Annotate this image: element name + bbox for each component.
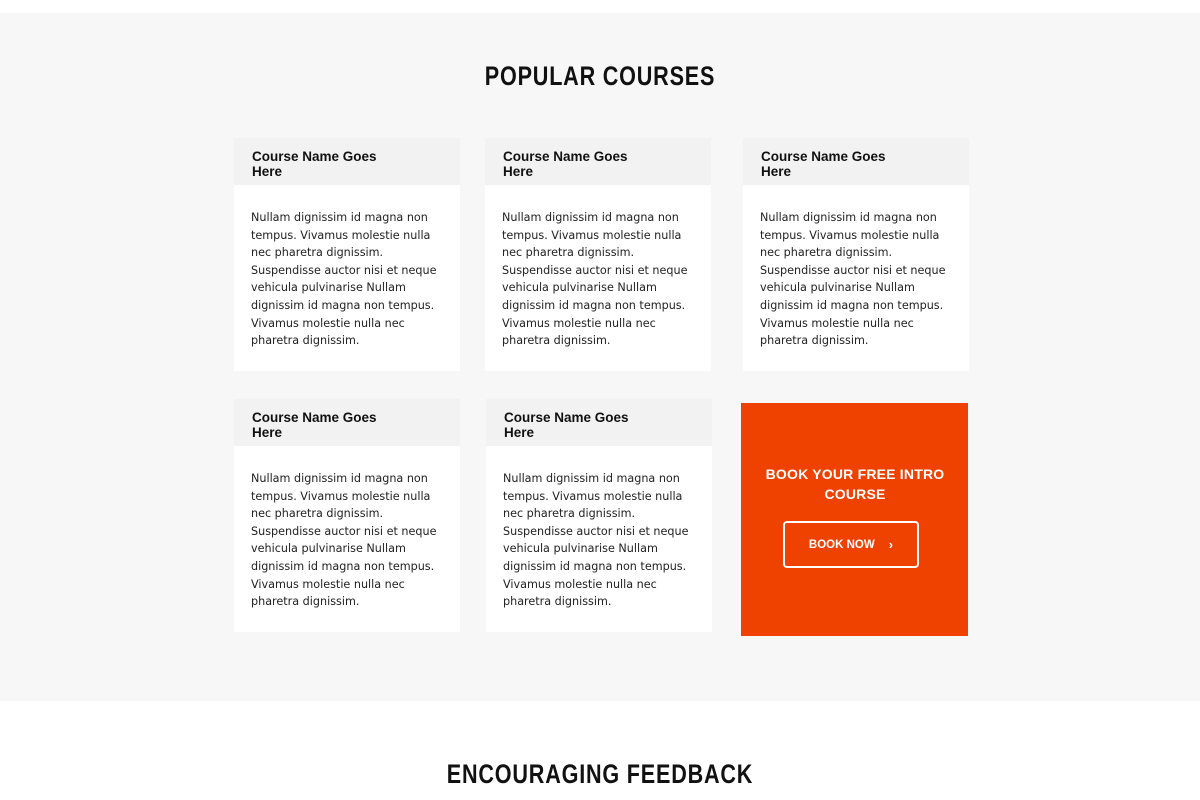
top-strip — [0, 0, 1200, 13]
course-name-line2: Here — [504, 425, 535, 440]
course-description — [760, 209, 956, 350]
description-line: dignissim id magna non tempus. — [760, 298, 944, 312]
popular-courses-section — [0, 13, 1200, 701]
description-line: tempus. Vivamus molestie nulla — [251, 489, 431, 503]
description-line: nec pharetra dignissim. — [503, 507, 636, 521]
course-card-header — [485, 138, 711, 185]
description-line: Nullam dignissim id magna non — [760, 211, 937, 224]
course-name-line1: Course Name Goes — [504, 410, 629, 425]
description-line: dignissim id magna non tempus. — [251, 298, 435, 312]
course-name-line2: Here — [503, 164, 534, 179]
course-card-header — [743, 138, 969, 185]
description-line: Vivamus molestie nulla nec — [760, 316, 914, 330]
course-card-header — [486, 399, 712, 446]
free-intro-cta-card — [741, 403, 968, 636]
description-line: tempus. Vivamus molestie nulla — [251, 228, 431, 242]
course-name-line2: Here — [252, 425, 283, 440]
course-card[interactable] — [234, 399, 460, 632]
course-card[interactable] — [234, 138, 460, 371]
description-line: Vivamus molestie nulla nec — [251, 577, 405, 591]
description-line: Nullam dignissim id magna non — [503, 472, 680, 485]
course-name-line1: Course Name Goes — [503, 149, 628, 164]
description-line: nec pharetra dignissim. — [502, 246, 635, 260]
course-description — [251, 470, 447, 611]
description-line: tempus. Vivamus molestie nulla — [503, 489, 683, 503]
course-card-header — [234, 399, 460, 446]
book-now-label: BOOK NOW — [808, 538, 875, 551]
description-line: nec pharetra dignissim. — [251, 246, 384, 260]
description-line: vehicula pulvinarise Nullam — [251, 281, 406, 295]
course-name-line2: Here — [761, 164, 792, 179]
feedback-section — [0, 701, 1200, 800]
description-line: vehicula pulvinarise Nullam — [251, 542, 406, 556]
chevron-right-icon: › — [888, 537, 894, 552]
description-line: Vivamus molestie nulla nec — [251, 316, 405, 330]
description-line: Suspendisse auctor nisi et neque — [503, 524, 689, 538]
course-name-line1: Course Name Goes — [252, 149, 377, 164]
course-card[interactable] — [486, 399, 712, 632]
description-line: pharetra dignissim. — [760, 334, 869, 348]
description-line: Suspendisse auctor nisi et neque — [502, 263, 688, 277]
course-name-line1: Course Name Goes — [761, 149, 886, 164]
description-line: vehicula pulvinarise Nullam — [503, 542, 658, 556]
section-title: POPULAR COURSES — [484, 61, 716, 91]
cta-title-line1: BOOK YOUR FREE INTRO — [765, 466, 945, 482]
course-description — [251, 209, 447, 350]
description-line: pharetra dignissim. — [502, 334, 611, 348]
cta-title — [755, 464, 955, 504]
description-line: nec pharetra dignissim. — [760, 246, 893, 260]
course-card-header — [234, 138, 460, 185]
course-name-line1: Course Name Goes — [252, 410, 377, 425]
course-card[interactable] — [485, 138, 711, 371]
description-line: Nullam dignissim id magna non — [502, 211, 679, 224]
description-line: vehicula pulvinarise Nullam — [760, 281, 915, 295]
description-line: dignissim id magna non tempus. — [502, 298, 686, 312]
description-line: Nullam dignissim id magna non — [251, 211, 428, 224]
cta-title-line2: COURSE — [824, 486, 886, 502]
course-name-line2: Here — [252, 164, 283, 179]
description-line: dignissim id magna non tempus. — [503, 559, 687, 573]
book-now-button[interactable] — [783, 521, 919, 568]
description-line: Suspendisse auctor nisi et neque — [251, 263, 437, 277]
description-line: nec pharetra dignissim. — [251, 507, 384, 521]
course-description — [502, 209, 698, 350]
description-line: dignissim id magna non tempus. — [251, 559, 435, 573]
description-line: Suspendisse auctor nisi et neque — [760, 263, 946, 277]
description-line: tempus. Vivamus molestie nulla — [502, 228, 682, 242]
section-title: ENCOURAGING FEEDBACK — [446, 759, 754, 789]
description-line: Vivamus molestie nulla nec — [503, 577, 657, 591]
description-line: pharetra dignissim. — [503, 595, 612, 609]
description-line: Nullam dignissim id magna non — [251, 472, 428, 485]
course-description — [503, 470, 699, 611]
description-line: Vivamus molestie nulla nec — [502, 316, 656, 330]
description-line: pharetra dignissim. — [251, 334, 360, 348]
description-line: Suspendisse auctor nisi et neque — [251, 524, 437, 538]
description-line: tempus. Vivamus molestie nulla — [760, 228, 940, 242]
course-card[interactable] — [743, 138, 969, 371]
description-line: pharetra dignissim. — [251, 595, 360, 609]
description-line: vehicula pulvinarise Nullam — [502, 281, 657, 295]
